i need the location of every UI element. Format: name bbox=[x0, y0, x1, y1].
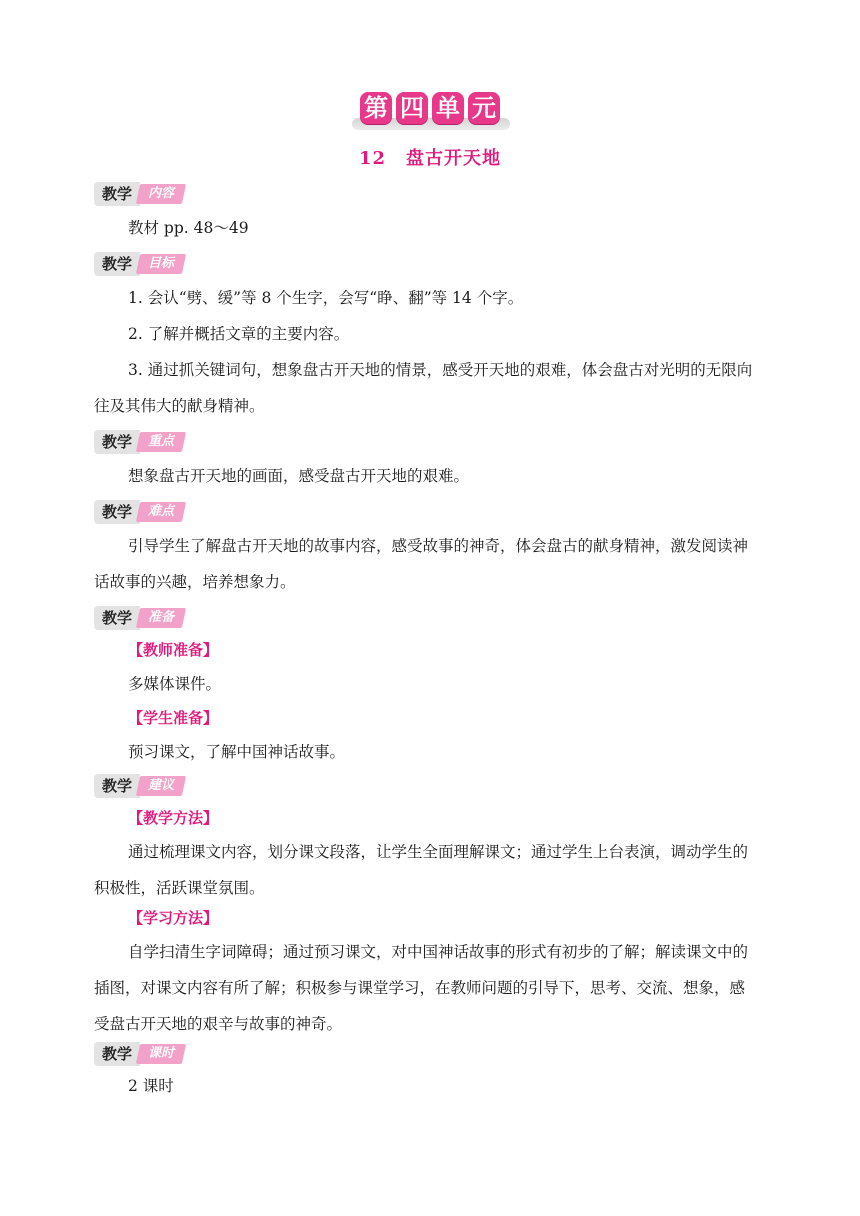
lesson-title bbox=[0, 144, 860, 170]
student-prep-text: 预习课文，了解中国神话故事。 bbox=[128, 743, 346, 761]
periods-text: 2 课时 bbox=[128, 1077, 174, 1095]
lesson-number: 12 bbox=[358, 148, 387, 169]
tag-badge-text: 内容 bbox=[147, 186, 174, 201]
content-text: 教材 pp. 48～49 bbox=[128, 219, 249, 237]
tag-badge bbox=[136, 776, 186, 796]
teaching-method-text: 通过梳理课文内容，划分课文段落，让学生全面理解课文；通过学生上台表演，调动学生的积极性，活跃课堂氛围。 bbox=[94, 843, 749, 897]
tag-badge bbox=[136, 432, 186, 452]
section-tag-suggestions bbox=[94, 774, 188, 798]
tag-badge-text: 目标 bbox=[147, 256, 174, 271]
unit-char: 四 bbox=[396, 92, 428, 124]
unit-banner bbox=[352, 92, 510, 134]
section-tag-periods bbox=[94, 1042, 188, 1066]
tag-label: 教学 bbox=[94, 774, 140, 798]
tag-badge-text: 准备 bbox=[147, 610, 174, 625]
difficulties-text: 引导学生了解盘古开天地的故事内容，感受故事的神奇，体会盘古的献身精神，激发阅读神话故事的兴趣，培养想象力。 bbox=[94, 537, 749, 591]
tag-badge bbox=[136, 608, 186, 628]
goal-item: 3. 通过抓关键词句，想象盘古开天地的情景，感受开天地的艰难，体会盘古对光明的无限向往及其伟大的献身精神。 bbox=[94, 361, 753, 415]
tag-label: 教学 bbox=[94, 182, 140, 206]
unit-char: 第 bbox=[360, 92, 392, 124]
learning-method-label: 【学习方法】 bbox=[128, 909, 219, 927]
tag-badge bbox=[136, 254, 186, 274]
lesson-name: 盘古开天地 bbox=[406, 148, 502, 169]
teacher-prep-text: 多媒体课件。 bbox=[128, 675, 222, 693]
tag-label: 教学 bbox=[94, 500, 140, 524]
tag-badge bbox=[136, 1044, 186, 1064]
section-tag-key-points bbox=[94, 430, 188, 454]
unit-char: 元 bbox=[468, 92, 500, 124]
section-tag-content bbox=[94, 182, 188, 206]
tag-label: 教学 bbox=[94, 252, 140, 276]
goal-item: 1. 会认“劈、缓”等 8 个生字，会写“睁、翻”等 14 个字。 bbox=[128, 289, 524, 307]
tag-label: 教学 bbox=[94, 1042, 140, 1066]
goal-item: 2. 了解并概括文章的主要内容。 bbox=[128, 325, 350, 343]
section-tag-difficulties bbox=[94, 500, 188, 524]
key-points-text: 想象盘古开天地的画面，感受盘古开天地的艰难。 bbox=[128, 467, 470, 485]
student-prep-label: 【学生准备】 bbox=[128, 709, 219, 727]
teacher-prep-label: 【教师准备】 bbox=[128, 641, 219, 659]
tag-label: 教学 bbox=[94, 606, 140, 630]
teaching-method-label: 【教学方法】 bbox=[128, 809, 219, 827]
section-tag-goals bbox=[94, 252, 188, 276]
tag-label: 教学 bbox=[94, 430, 140, 454]
learning-method-text: 自学扫清生字词障碍；通过预习课文，对中国神话故事的形式有初步的了解；解读课文中的插图，对课文内容有所了解；积极参与课堂学习，在教师问题的引导下，思考、交流、想象，感受盘古开天地的艰辛与故事的神奇。 bbox=[94, 943, 749, 1033]
unit-char: 单 bbox=[432, 92, 464, 124]
tag-badge-text: 建议 bbox=[147, 778, 174, 793]
tag-badge-text: 课时 bbox=[147, 1046, 174, 1061]
tag-badge bbox=[136, 184, 186, 204]
tag-badge-text: 难点 bbox=[147, 504, 174, 519]
section-tag-preparation bbox=[94, 606, 188, 630]
tag-badge bbox=[136, 502, 186, 522]
tag-badge-text: 重点 bbox=[147, 434, 174, 449]
